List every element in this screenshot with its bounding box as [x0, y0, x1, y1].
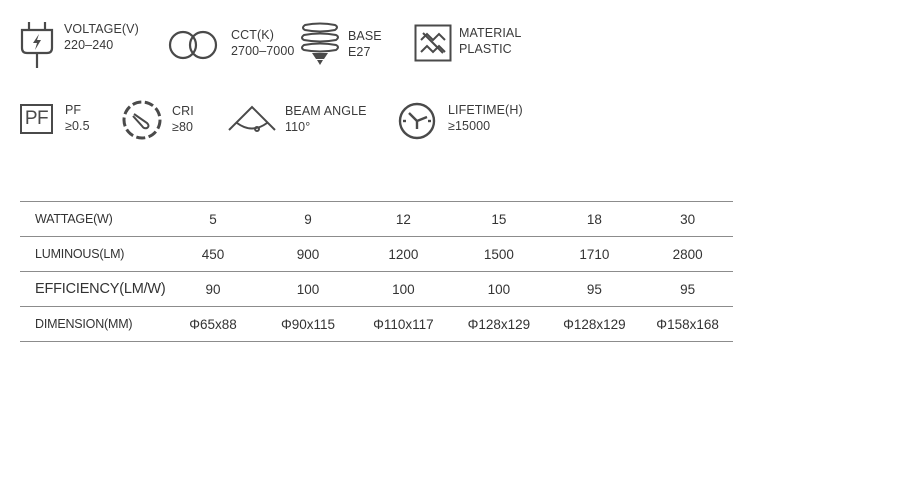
table-cell: Φ158x168 — [642, 307, 733, 342]
row-label: DIMENSION(MM) — [20, 307, 166, 342]
table-cell: 5 — [166, 202, 261, 237]
base-label: BASE — [348, 29, 382, 43]
table-cell: Φ65x88 — [166, 307, 261, 342]
row-label: EFFICIENCY(LM/W) — [20, 272, 166, 307]
beam-angle-icon — [227, 103, 277, 135]
row-label: WATTAGE(W) — [20, 202, 166, 237]
row-label: LUMINOUS(LM) — [20, 237, 166, 272]
beam-label: BEAM ANGLE — [285, 104, 367, 118]
base-value: E27 — [348, 45, 371, 59]
cct-rings-icon — [167, 30, 221, 60]
table-cell: 100 — [451, 272, 547, 307]
pf-box-icon — [20, 104, 53, 134]
table-cell: 2800 — [642, 237, 733, 272]
plug-icon — [20, 21, 54, 69]
spec-lifetime — [397, 101, 523, 141]
beam-value: 110° — [285, 120, 311, 134]
spec-base — [299, 22, 382, 66]
table-cell: 15 — [451, 202, 547, 237]
pf-value: ≥0.5 — [65, 119, 90, 133]
table-cell: 450 — [166, 237, 261, 272]
material-value: PLASTIC — [459, 42, 512, 56]
pf-label: PF — [65, 103, 82, 117]
table-cell: Φ128x129 — [451, 307, 547, 342]
spec-cct — [167, 30, 294, 60]
table-cell: 100 — [356, 272, 451, 307]
lifetime-label: LIFETIME(H) — [448, 103, 523, 117]
cri-gauge-icon — [121, 99, 163, 141]
table-cell: 95 — [547, 272, 643, 307]
table-cell: 1710 — [547, 237, 643, 272]
lifetime-value: ≥15000 — [448, 119, 491, 133]
bulb-base-icon — [299, 22, 341, 66]
table-cell: 18 — [547, 202, 643, 237]
table-cell: 90 — [166, 272, 261, 307]
table-cell: 9 — [260, 202, 355, 237]
spec-material — [414, 24, 521, 62]
material-label: MATERIAL — [459, 26, 522, 40]
spec-beam — [227, 103, 367, 135]
cct-value: 2700–7000 — [231, 44, 295, 58]
spec-table — [20, 201, 733, 342]
table-cell: Φ90x115 — [260, 307, 355, 342]
table-cell: Φ128x129 — [547, 307, 643, 342]
table-row — [20, 307, 733, 342]
pf-icon-text: PF — [24, 108, 49, 129]
voltage-value: 220–240 — [64, 38, 114, 52]
table-cell: Φ110x117 — [356, 307, 451, 342]
table-cell: 900 — [260, 237, 355, 272]
table-row — [20, 237, 733, 272]
material-icon — [414, 24, 452, 62]
spec-table-body — [20, 202, 733, 342]
cri-value: ≥80 — [172, 120, 194, 134]
table-cell: 100 — [260, 272, 355, 307]
table-row — [20, 272, 733, 307]
spec-voltage — [20, 21, 139, 69]
table-cell: 30 — [642, 202, 733, 237]
table-cell: 1200 — [356, 237, 451, 272]
spec-cri — [121, 99, 194, 141]
table-cell: 12 — [356, 202, 451, 237]
table-cell: 95 — [642, 272, 733, 307]
voltage-label: VOLTAGE(V) — [64, 22, 139, 36]
table-cell: 1500 — [451, 237, 547, 272]
spec-pf — [20, 104, 90, 134]
cri-label: CRI — [172, 104, 194, 118]
clock-icon — [397, 101, 437, 141]
cct-label: CCT(K) — [231, 28, 274, 42]
table-row — [20, 202, 733, 237]
